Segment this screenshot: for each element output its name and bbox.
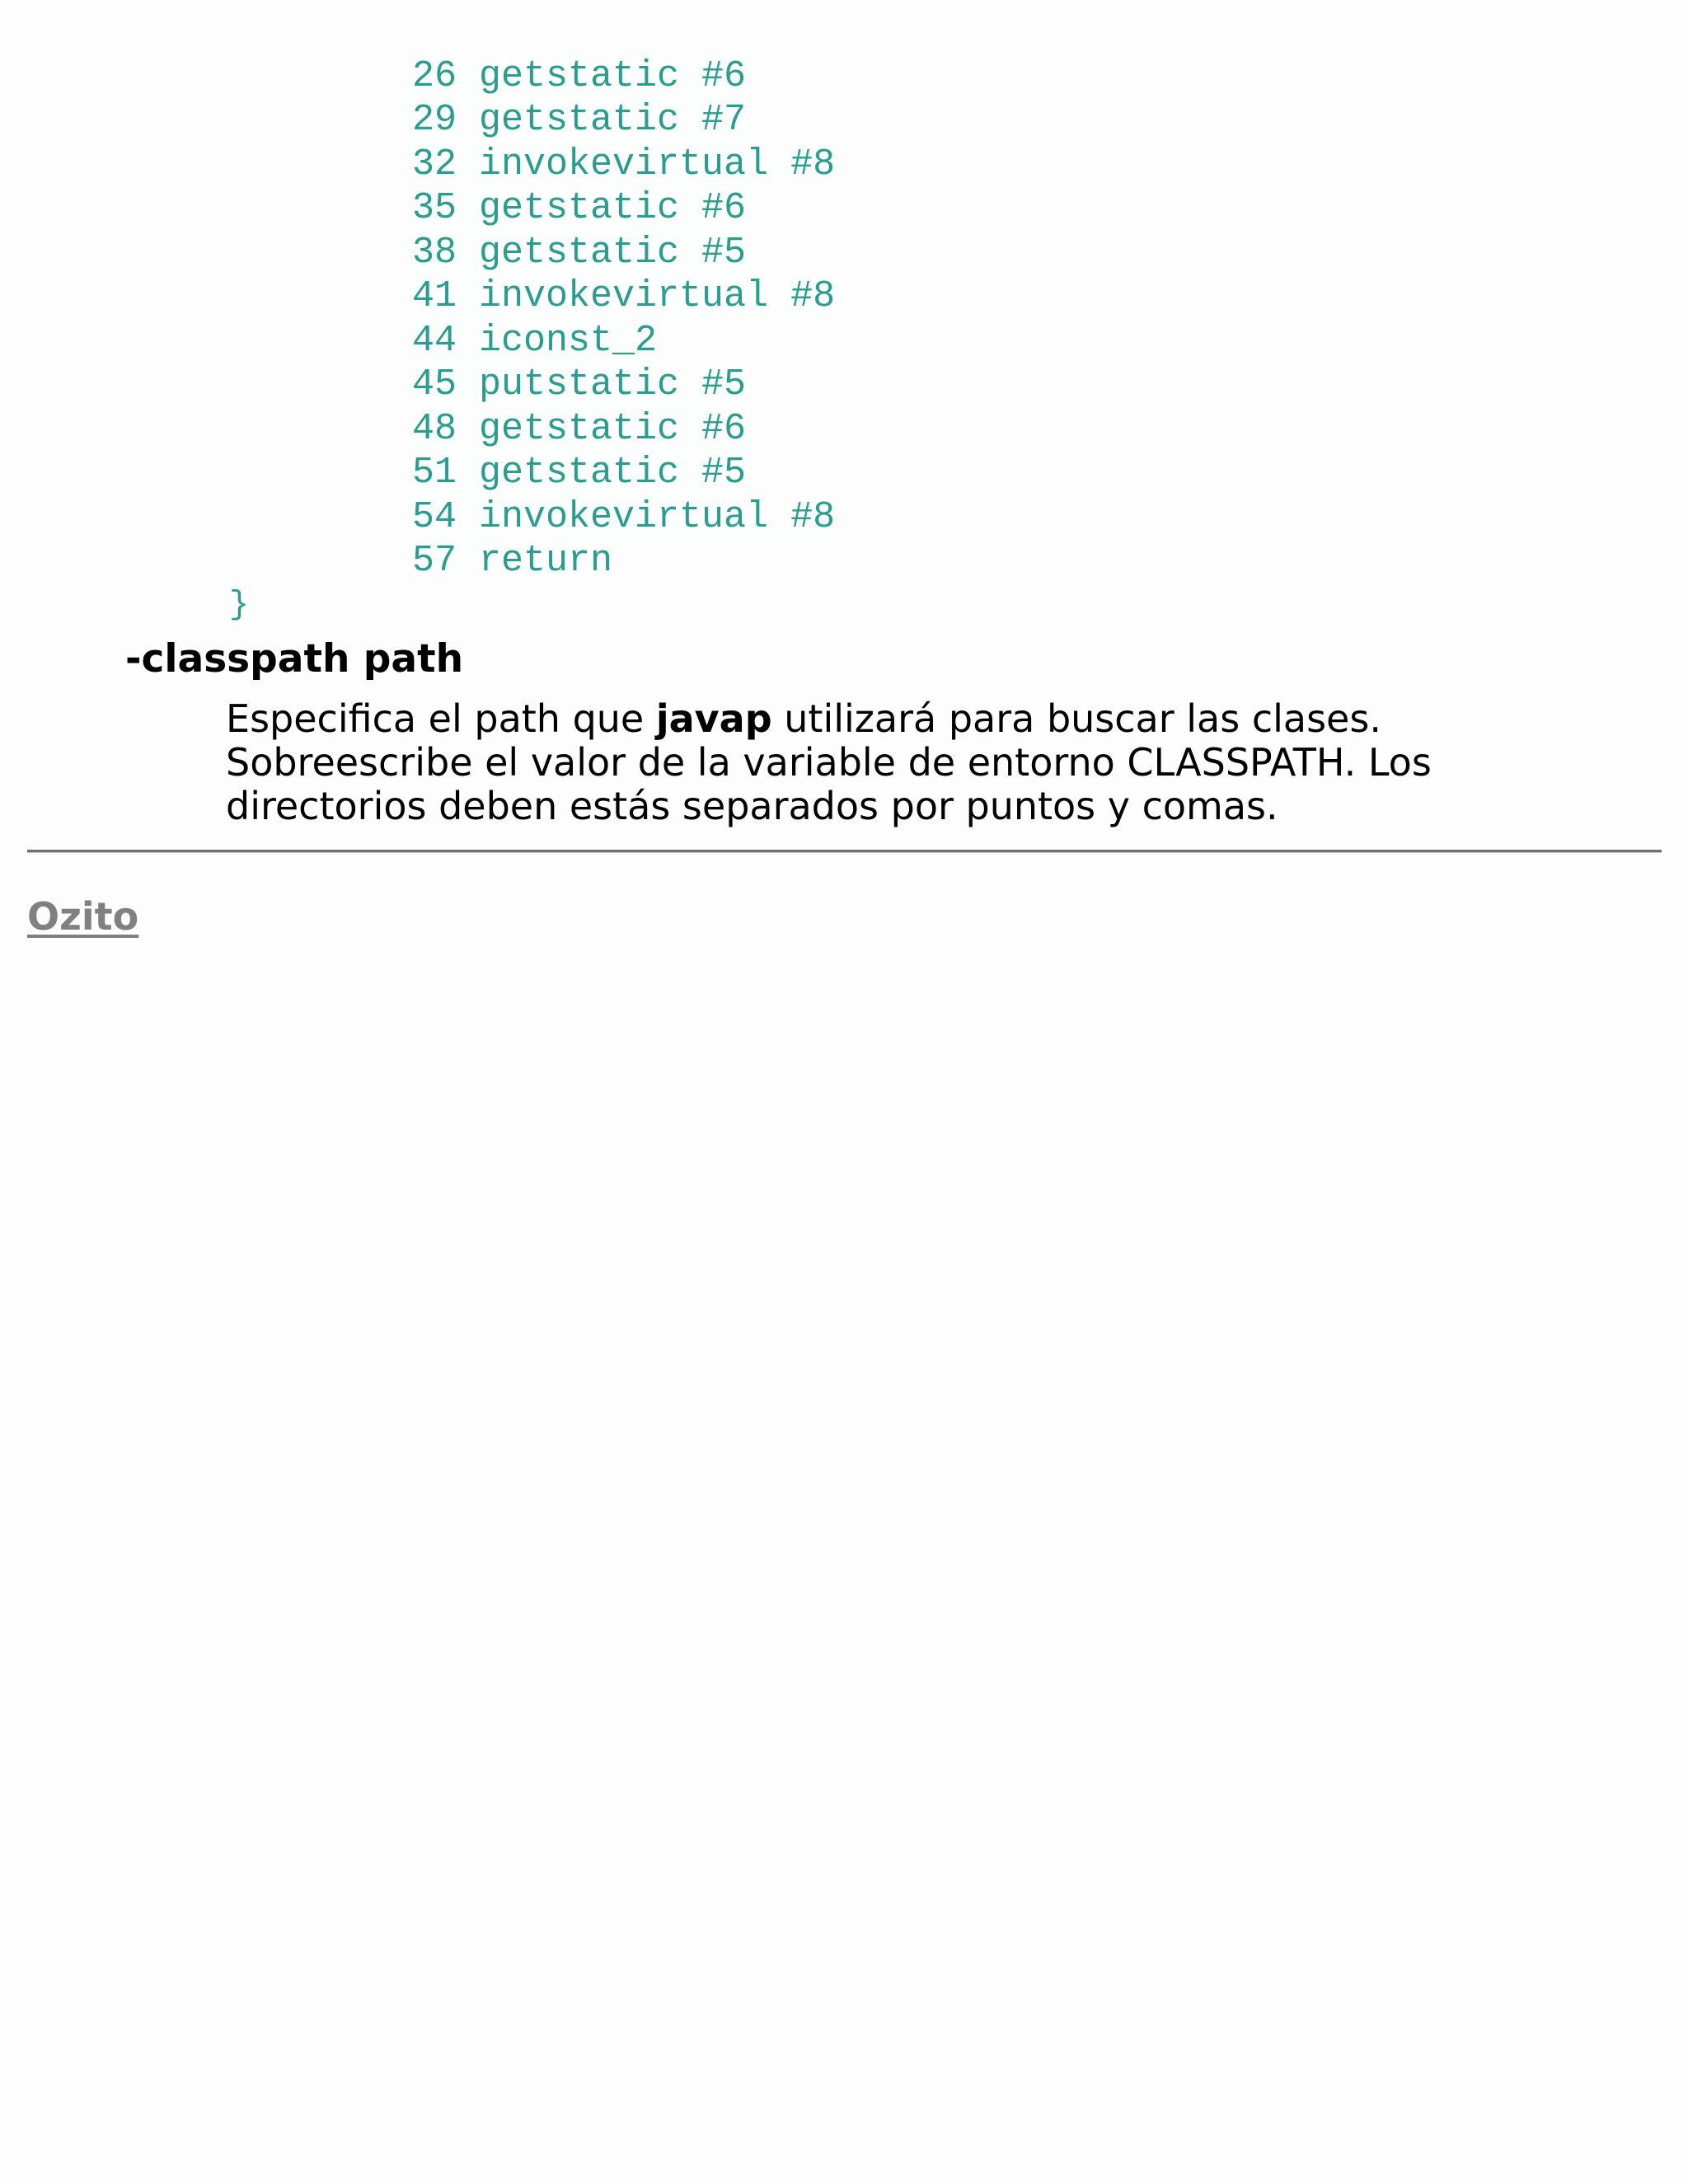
code-line: 32 invokevirtual #8 [412, 143, 836, 185]
description-text: Especifica el path que [226, 696, 656, 741]
ozito-link[interactable]: Ozito [27, 894, 139, 939]
code-closing-brace: } [229, 587, 250, 624]
code-line: 45 putstatic #5 [412, 363, 747, 405]
description-line: directorios deben estás separados por puntos y comas. [226, 784, 1278, 828]
code-line: 38 getstatic #5 [412, 232, 747, 274]
code-line: 57 return [412, 540, 613, 582]
code-line: 48 getstatic #6 [412, 408, 747, 450]
description-line [226, 697, 1545, 741]
code-line: 41 invokevirtual #8 [412, 275, 836, 317]
option-description [226, 697, 1545, 828]
code-line: 26 getstatic #6 [412, 55, 747, 97]
code-line: 35 getstatic #6 [412, 187, 747, 229]
description-line: Sobreescribe el valor de la variable de entorno CLASSPATH. Los [226, 740, 1432, 785]
code-line: 29 getstatic #7 [412, 99, 747, 141]
code-line: 51 getstatic #5 [412, 452, 747, 494]
javap-command: javap [655, 696, 772, 741]
option-term: -classpath path [125, 636, 464, 682]
horizontal-divider [27, 850, 1662, 853]
code-line: 54 invokevirtual #8 [412, 496, 836, 538]
description-text: utilizará para buscar las clases. [771, 696, 1381, 741]
code-line: 44 iconst_2 [412, 320, 658, 362]
